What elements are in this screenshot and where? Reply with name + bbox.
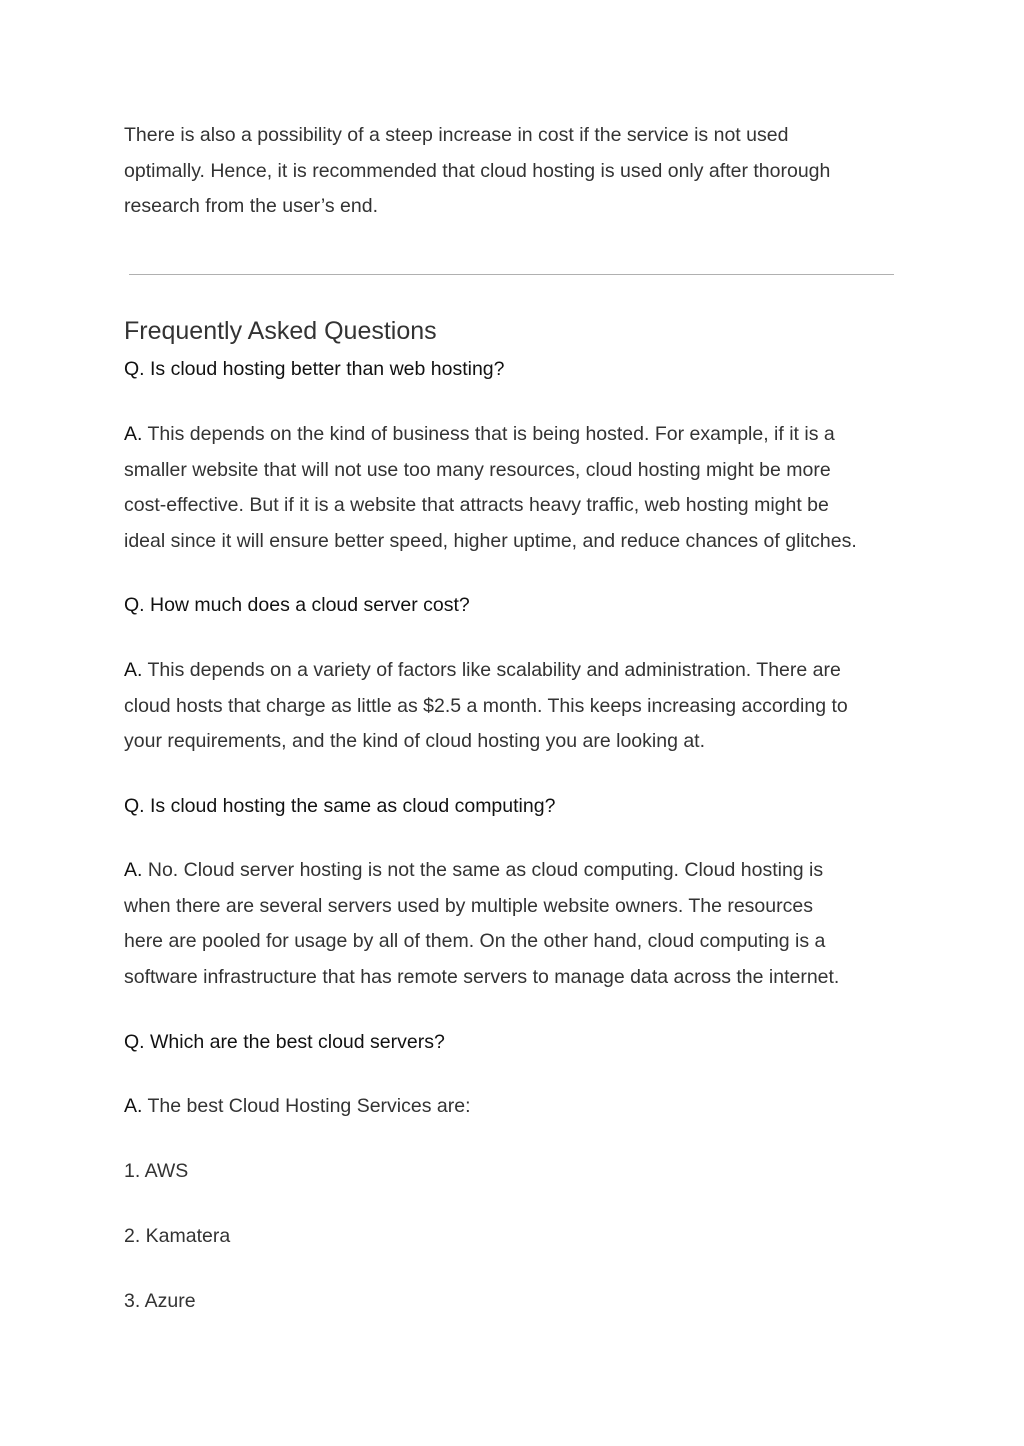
answer-line: smaller website that will not use too many resources, cloud hosting might be more [124, 458, 831, 481]
list-item: 2. Kamatera [124, 1225, 231, 1247]
answer-line-first [124, 417, 904, 453]
list-item: 3. Azure [124, 1290, 196, 1312]
answer-line: when there are several servers used by multiple website owners. The resources [124, 894, 813, 917]
faq-answer [124, 417, 904, 559]
faq-answer [124, 853, 904, 995]
list-item: 1. AWS [124, 1160, 189, 1182]
answer-line: here are pooled for usage by all of them. On the other hand, cloud computing is a [124, 930, 826, 952]
intro-line: optimally. Hence, it is recommended that cloud hosting is used only after thorough [124, 159, 831, 182]
answer-prefix: A. [124, 859, 143, 881]
answer-text: This depends on the kind of business that is being hosted. For example, if it is a [142, 423, 835, 445]
answer-prefix: A. [124, 659, 143, 681]
answer-text: The best Cloud Hosting Services are: [142, 1095, 471, 1117]
intro-line: research from the user’s end. [124, 195, 378, 217]
intro-line: There is also a possibility of a steep increase in cost if the service is not used [124, 124, 789, 146]
faq-question: Q. Which are the best cloud servers? [124, 1031, 445, 1053]
answer-text: No. Cloud server hosting is not the same as cloud computing. Cloud hosting is [142, 859, 824, 881]
answer-line-first [124, 1089, 904, 1125]
faq-answer [124, 653, 904, 760]
section-divider [129, 274, 894, 275]
faq-question: Q. How much does a cloud server cost? [124, 594, 470, 616]
intro-paragraph [124, 118, 904, 225]
answer-text: This depends on a variety of factors like scalability and administration. There are [142, 659, 841, 681]
faq-heading: Frequently Asked Questions [124, 317, 437, 345]
answer-prefix: A. [124, 1095, 143, 1117]
answer-line: cloud hosts that charge as little as $2.5 a month. This keeps increasing according to [124, 694, 848, 717]
answer-line: software infrastructure that has remote servers to manage data across the internet. [124, 965, 840, 988]
faq-question: Q. Is cloud hosting better than web hosting? [124, 358, 505, 380]
faq-answer [124, 1089, 904, 1125]
answer-line-first [124, 653, 904, 689]
answer-line: cost-effective. But if it is a website that attracts heavy traffic, web hosting might be [124, 494, 829, 516]
faq-question: Q. Is cloud hosting the same as cloud computing? [124, 795, 556, 817]
answer-line-first [124, 853, 904, 889]
answer-line: your requirements, and the kind of cloud hosting you are looking at. [124, 730, 706, 752]
answer-prefix: A. [124, 423, 143, 445]
answer-line: ideal since it will ensure better speed, higher uptime, and reduce chances of glitches. [124, 529, 857, 552]
